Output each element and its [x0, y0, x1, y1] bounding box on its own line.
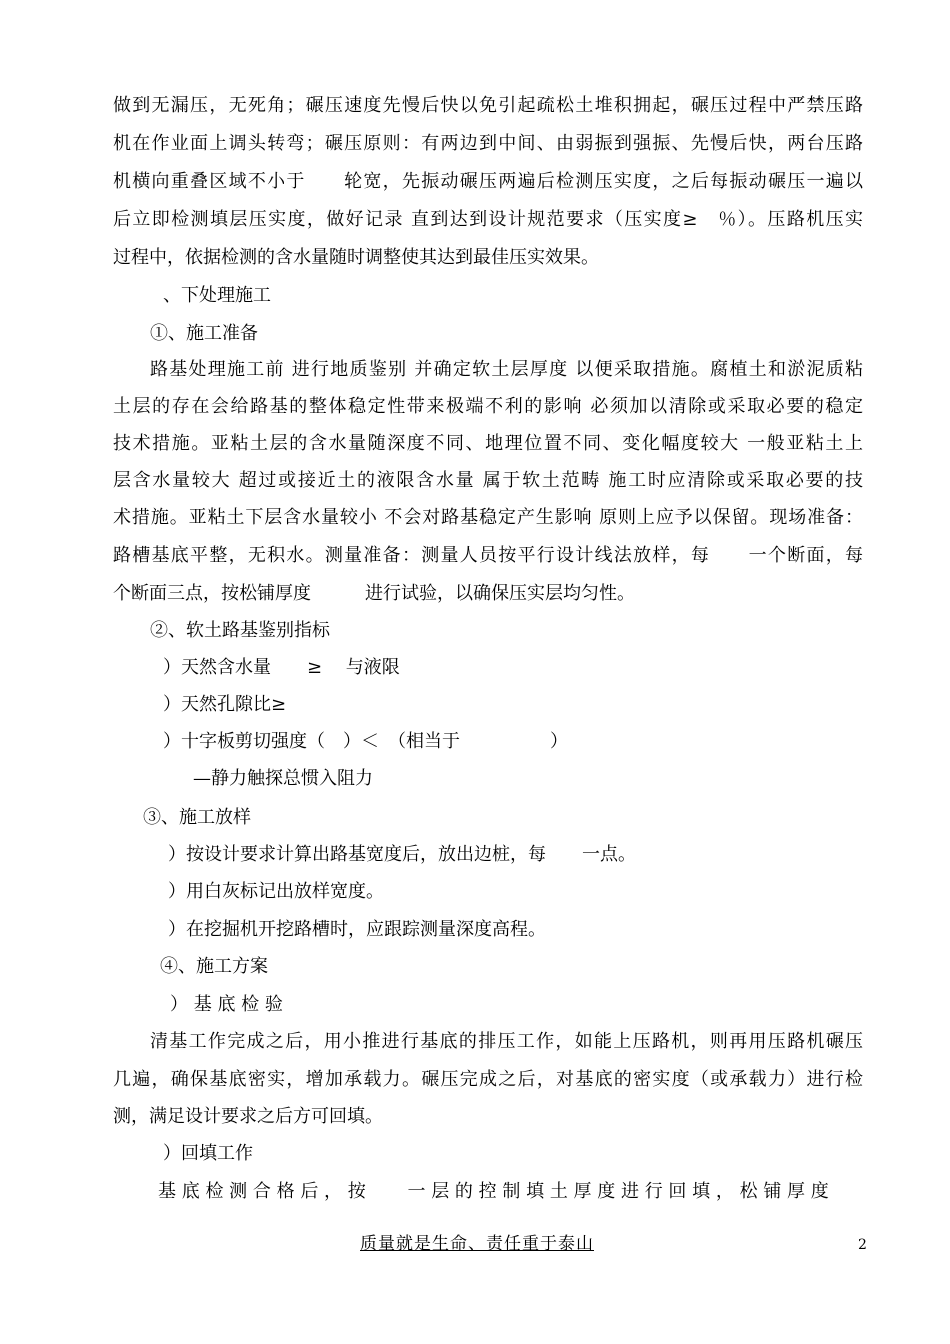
body-text-line: 、下处理施工 [163, 285, 271, 306]
body-text-line: 层含水量较大 超过或接近土的液限含水量 属于软土范畴 施工时应清除或采取必要的技 [113, 470, 863, 491]
body-text-line: 机在作业面上调头转弯；碾压原则：有两边到中间、由弱振到强振、先慢后快，两台压路 [113, 133, 863, 154]
footer-motto: 质量就是生命、责任重于泰山 [360, 1234, 594, 1254]
body-text-line: ）天然孔隙比≥ [163, 694, 287, 715]
body-text-line: 后立即检测填层压实度，做好记录 直到达到设计规范要求（压实度≥ ％）。压路机压实 [113, 209, 863, 230]
body-text-line: 清基工作完成之后，用小推进行基底的排压工作，如能上压路机，则再用压路机碾压 [150, 1031, 863, 1052]
body-text-line: ）十字板剪切强度（ ）＜ （相当于 ） [163, 731, 568, 752]
body-text-line: ③、施工放样 [143, 807, 251, 828]
body-text-line: ） 基 底 检 验 [170, 994, 283, 1015]
body-text-line: ）按设计要求计算出路基宽度后，放出边桩，每 一点。 [168, 844, 636, 865]
body-text-line: ）回填工作 [163, 1143, 253, 1164]
body-text-line: 测，满足设计要求之后方可回填。 [113, 1106, 383, 1127]
body-text-line: 个断面三点，按松铺厚度 进行试验，以确保压实层均匀性。 [113, 583, 635, 604]
body-text-line: 土层的存在会给路基的整体稳定性带来极端不利的影响 必须加以清除或采取必要的稳定 [113, 396, 863, 417]
body-text-line: ②、软土路基鉴别指标 [150, 620, 330, 641]
body-text-line: ①、施工准备 [150, 323, 258, 344]
body-text-line: ）在挖掘机开挖路槽时，应跟踪测量深度高程。 [168, 919, 546, 940]
body-text-line: —静力触探总惯入阻力 [193, 768, 373, 789]
body-text-line: ）天然含水量 ≥ 与液限 [163, 657, 400, 678]
body-text-line: 术措施。亚粘土下层含水量较小 不会对路基稳定产生影响 原则上应予以保留。现场准备： [113, 507, 863, 528]
body-text-line: ）用白灰标记出放样宽度。 [168, 881, 384, 902]
body-text-line: ④、施工方案 [160, 956, 268, 977]
body-text-line: 基 底 检 测 合 格 后 ， 按 一 层 的 控 制 填 土 厚 度 进 行 回 填 ， 松 铺 厚 度 [158, 1181, 829, 1202]
page-number: 2 [858, 1237, 867, 1253]
body-text-line: 机横向重叠区域不小于 轮宽，先振动碾压两遍后检测压实度，之后每振动碾压一遍以 [113, 171, 863, 192]
body-text-line: 路槽基底平整，无积水。测量准备：测量人员按平行设计线法放样，每 一个断面，每 [113, 545, 863, 566]
body-text-line: 技术措施。亚粘土层的含水量随深度不同、地理位置不同、变化幅度较大 一般亚粘土上 [113, 433, 863, 454]
body-text-line: 路基处理施工前 进行地质鉴别 并确定软土层厚度 以便采取措施。腐植土和淤泥质粘 [150, 359, 863, 380]
body-text-line: 几遍，确保基底密实，增加承载力。碾压完成之后，对基底的密实度（或承载力）进行检 [113, 1069, 863, 1090]
body-text-line: 做到无漏压，无死角；碾压速度先慢后快以免引起疏松土堆积拥起，碾压过程中严禁压路 [113, 95, 863, 116]
body-text-line: 过程中，依据检测的含水量随时调整使其达到最佳压实效果。 [113, 247, 599, 268]
